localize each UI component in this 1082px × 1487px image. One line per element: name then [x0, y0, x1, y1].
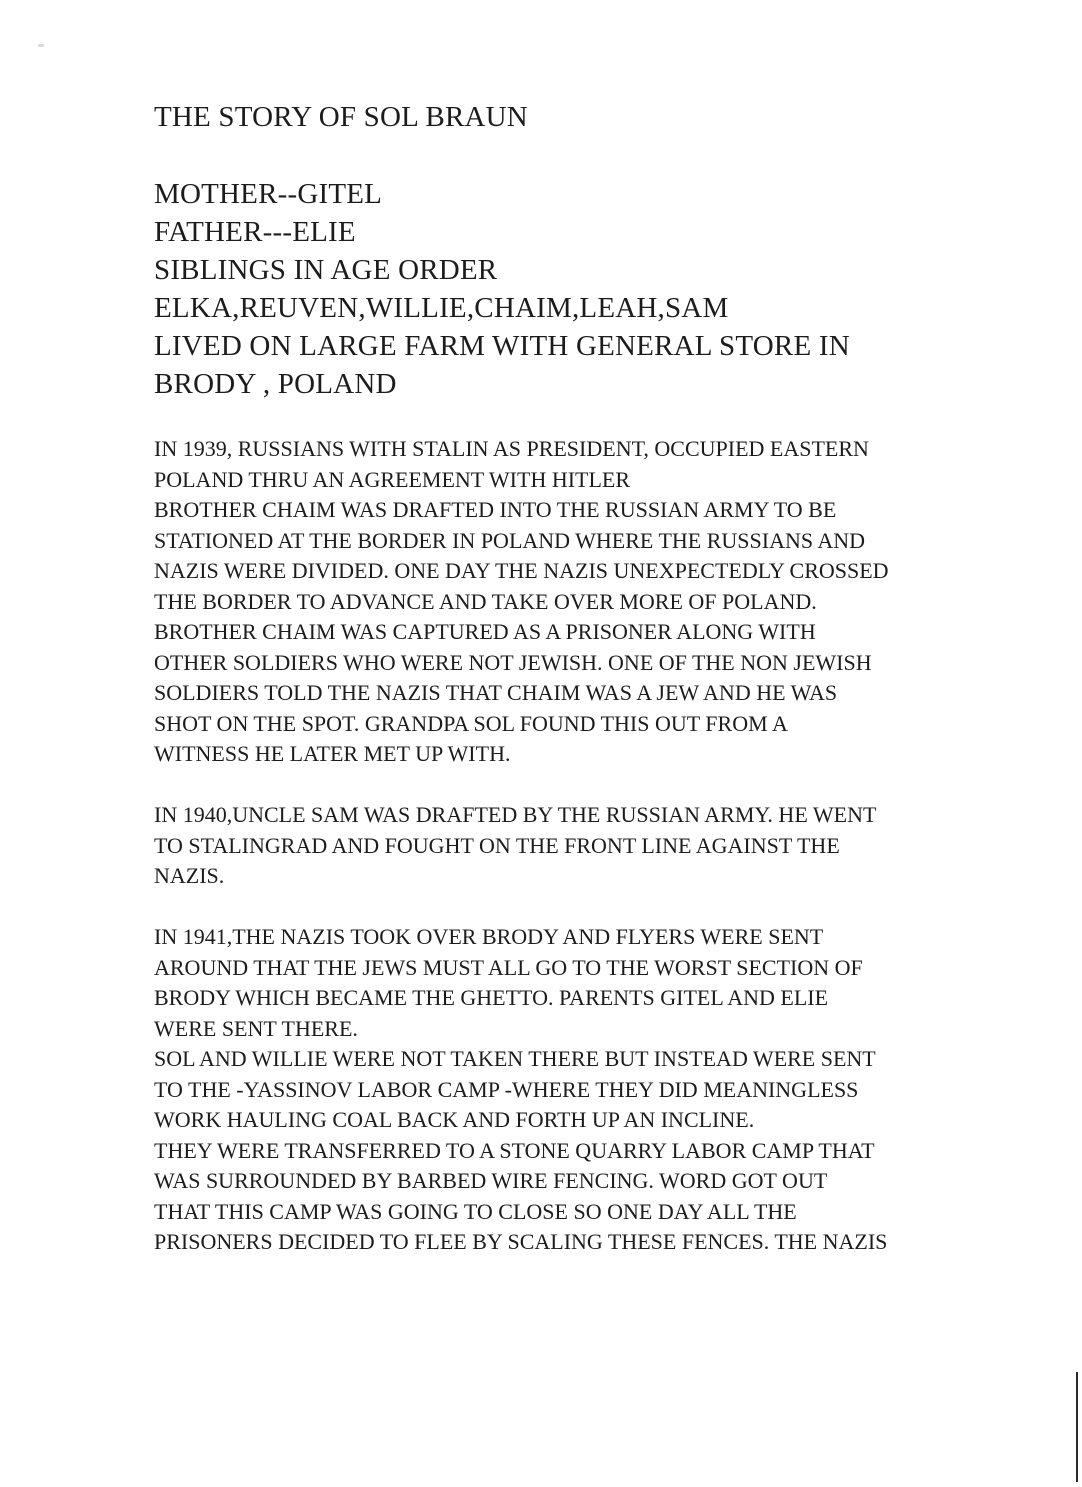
- scan-edge-mark: [1076, 1372, 1078, 1482]
- paragraph-1941: [154, 922, 889, 1258]
- paragraph-line: WORK HAULING COAL BACK AND FORTH UP AN INCLINE.: [154, 1107, 755, 1132]
- paragraph-line: PRISONERS DECIDED TO FLEE BY SCALING THESE FENCES. THE NAZIS: [154, 1229, 888, 1254]
- family-header: [154, 175, 850, 403]
- paragraph-line: WITNESS HE LATER MET UP WITH.: [154, 741, 511, 766]
- paragraph-line: NAZIS.: [154, 863, 225, 888]
- header-line-siblings-names: ELKA,REUVEN,WILLIE,CHAIM,LEAH,SAM: [154, 292, 729, 324]
- paragraph-line: BROTHER CHAIM WAS CAPTURED AS A PRISONER ALONG WITH: [154, 619, 816, 644]
- paragraph-line: NAZIS WERE DIVIDED. ONE DAY THE NAZIS UNEXPECTEDLY CROSSED: [154, 558, 889, 583]
- header-line-mother: MOTHER--GITEL: [154, 178, 383, 210]
- paragraph-line: IN 1939, RUSSIANS WITH STALIN AS PRESIDENT, OCCUPIED EASTERN: [154, 436, 869, 461]
- paragraph-line: SHOT ON THE SPOT. GRANDPA SOL FOUND THIS OUT FROM A: [154, 710, 788, 736]
- paragraph-line: THE BORDER TO ADVANCE AND TAKE OVER MORE OF POLAND.: [154, 588, 817, 614]
- paragraph-line: AROUND THAT THE JEWS MUST ALL GO TO THE WORST SECTION OF: [154, 954, 863, 980]
- paragraph-line: OTHER SOLDIERS WHO WERE NOT JEWISH. ONE OF THE NON JEWISH: [154, 649, 872, 675]
- paragraph-line: WAS SURROUNDED BY BARBED WIRE FENCING. WORD GOT OUT: [154, 1168, 828, 1193]
- scan-speck: [38, 44, 44, 47]
- paragraph-line: POLAND THRU AN AGREEMENT WITH HITLER: [154, 466, 631, 492]
- header-line-farm: LIVED ON LARGE FARM WITH GENERAL STORE IN: [154, 330, 850, 362]
- paragraph-line: STATIONED AT THE BORDER IN POLAND WHERE THE RUSSIANS AND: [154, 527, 866, 553]
- paragraph-spacer: [154, 892, 889, 923]
- paragraph-line: BROTHER CHAIM WAS DRAFTED INTO THE RUSSIAN ARMY TO BE: [154, 497, 837, 522]
- document-title: THE STORY OF SOL BRAUN: [154, 101, 528, 133]
- header-line-father: FATHER---ELIE: [154, 216, 356, 248]
- paragraph-line: SOL AND WILLIE WERE NOT TAKEN THERE BUT INSTEAD WERE SENT: [154, 1046, 876, 1071]
- paragraph-line: THAT THIS CAMP WAS GOING TO CLOSE SO ONE DAY ALL THE: [154, 1198, 797, 1224]
- paragraph-line: IN 1941,THE NAZIS TOOK OVER BRODY AND FLYERS WERE SENT: [154, 924, 824, 949]
- story-body: [154, 434, 889, 1258]
- paragraph-line: TO THE -YASSINOV LABOR CAMP -WHERE THEY DID MEANINGLESS: [154, 1076, 859, 1102]
- paragraph-line: SOLDIERS TOLD THE NAZIS THAT CHAIM WAS A JEW AND HE WAS: [154, 680, 838, 705]
- header-line-location: BRODY , POLAND: [154, 368, 397, 400]
- paragraph-line: BRODY WHICH BECAME THE GHETTO. PARENTS GITEL AND ELIE: [154, 985, 829, 1010]
- paragraph-1939: [154, 434, 889, 770]
- paragraph-line: WERE SENT THERE.: [154, 1015, 358, 1041]
- paragraph-spacer: [154, 770, 889, 801]
- paragraph-line: THEY WERE TRANSFERRED TO A STONE QUARRY LABOR CAMP THAT: [154, 1137, 875, 1163]
- paragraph-line: TO STALINGRAD AND FOUGHT ON THE FRONT LINE AGAINST THE: [154, 832, 840, 858]
- header-line-siblings-label: SIBLINGS IN AGE ORDER: [154, 254, 498, 286]
- paragraph-1940: [154, 800, 889, 892]
- paragraph-line: IN 1940,UNCLE SAM WAS DRAFTED BY THE RUSSIAN ARMY. HE WENT: [154, 802, 877, 827]
